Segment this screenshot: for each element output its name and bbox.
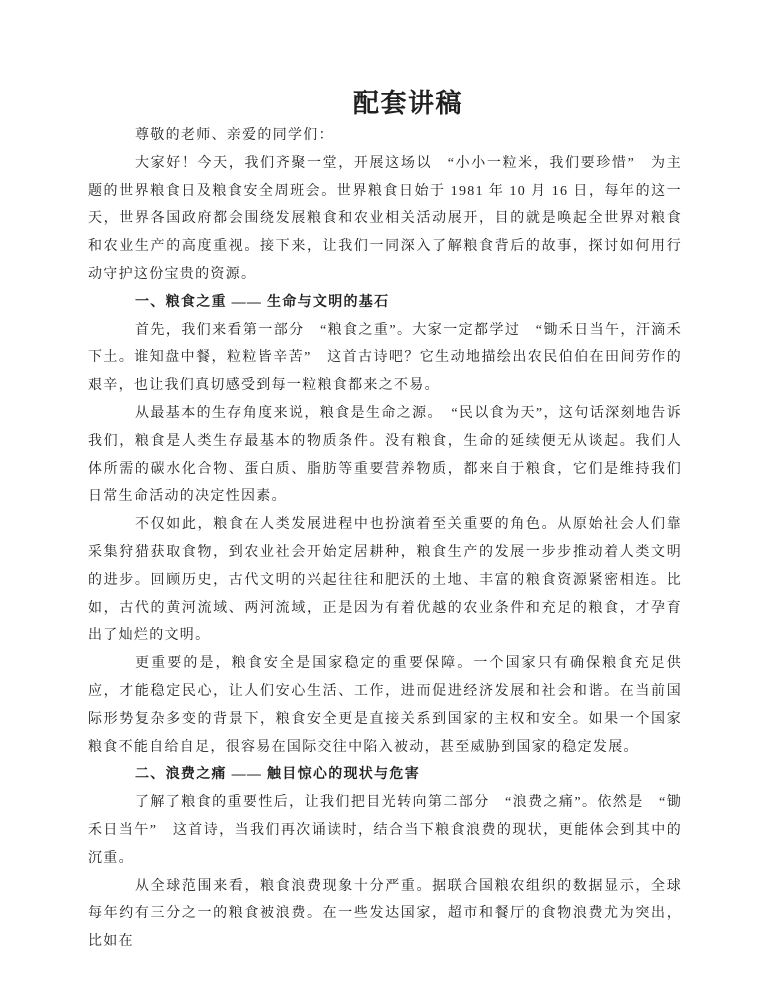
paragraph-survival: 从最基本的生存角度来说，粮食是生命之源。 “民以食为天”，这句话深刻地告诉我们，粮食是人类生存最基本的物质条件。没有粮食，生命的延续便无从谈起。我们人体所需的碳水化合物、蛋白质、脂肪等重要营养物质，都来自于粮食，它们是维持我们日常生命活动的决定性因素。 bbox=[88, 405, 682, 505]
section-heading-2: 二、浪费之痛 —— 触目惊心的现状与危害 bbox=[135, 767, 420, 783]
paragraph-opening: 大家好！今天，我们齐聚一堂，开展这场以 “小小一粒米，我们要珍惜” 为主题的世界粮食日及粮食安全周班会。世界粮食日始于 1981 年 10 月 16 日，每年的这一天，世界各国政府都会围绕发展粮食和农业相关活动展开，目的就是唤起全世界对粮食和农业生产的高度重视。接下来，让我们一同深入了解粮食背后的故事，探讨如何用行动守护这份宝贵的资源。 bbox=[88, 155, 682, 282]
section-heading-1: 一、粮食之重 —— 生命与文明的基石 bbox=[135, 294, 390, 310]
paragraph-poem-intro: 首先，我们来看第一部分 “粮食之重”。大家一定都学过 “锄禾日当午，汗滴禾下土。谁知盘中餐，粒粒皆辛苦” 这首古诗吧？它生动地描绘出农民伯伯在田间劳作的艰辛，也让我们真切感受到每一粒粮食都来之不易。 bbox=[88, 322, 682, 394]
paragraph-food-security: 更重要的是，粮食安全是国家稳定的重要保障。一个国家只有确保粮食充足供应，才能稳定民心，让人们安心生活、工作，进而促进经济发展和社会和谐。在当前国际形势复杂多变的背景下，粮食安全更是直接关系到国家的主权和安全。如果一个国家粮食不能自给自足，很容易在国际交往中陷入被动，甚至威胁到国家的稳定发展。 bbox=[88, 656, 682, 755]
paragraph-global-waste: 从全球范围来看，粮食浪费现象十分严重。据联合国粮农组织的数据显示，全球每年约有三分之一的粮食被浪费。在一些发达国家，超市和餐厅的食物浪费尤为突出，比如在 bbox=[88, 878, 682, 950]
paragraph-civilization: 不仅如此，粮食在人类发展进程中也扮演着至关重要的角色。从原始社会人们靠采集狩猎获取食物，到农业社会开始定居耕种，粮食生产的发展一步步推动着人类文明的进步。回顾历史，古代文明的兴起往往和肥沃的土地、丰富的粮食资源紧密相连。比如，古代的黄河流域、两河流域，正是因为有着优越的农业条件和充足的粮食，才孕育出了灿烂的文明。 bbox=[88, 517, 682, 644]
paragraph-waste-intro: 了解了粮食的重要性后，让我们把目光转向第二部分 “浪费之痛”。依然是 “锄禾日当午” 这首诗，当我们再次诵读时，结合当下粮食浪费的现状，更能体会到其中的沉重。 bbox=[88, 795, 682, 866]
salutation: 尊敬的老师、亲爱的同学们： bbox=[135, 128, 334, 143]
document-title: 配套讲稿 bbox=[352, 89, 463, 118]
